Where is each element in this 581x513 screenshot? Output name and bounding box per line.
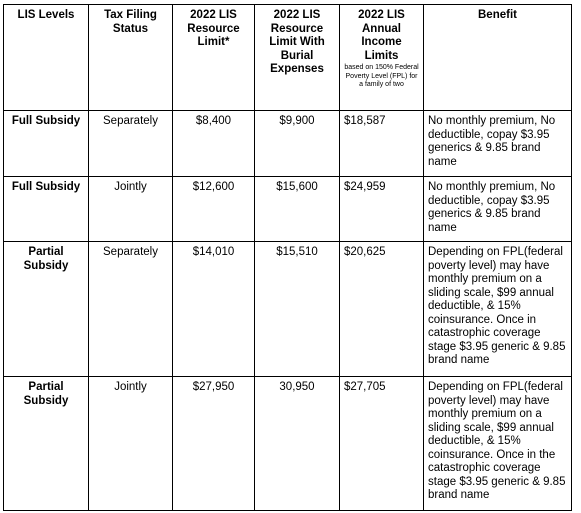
lis-level-cell: Partial Subsidy <box>4 377 89 511</box>
income-limit-cell: $20,625 <box>340 242 424 377</box>
header-annual-income-title: 2022 LIS Annual Income Limits <box>358 9 405 62</box>
lis-level-cell: Full Subsidy <box>4 177 89 242</box>
header-lis-levels: LIS Levels <box>4 5 89 111</box>
resource-limit-burial-cell: $15,600 <box>255 177 340 242</box>
header-tax-filing-status: Tax Filing Status <box>89 5 173 111</box>
resource-limit-cell: $27,950 <box>173 377 255 511</box>
income-limit-cell: $27,705 <box>340 377 424 511</box>
lis-levels-table <box>3 4 572 511</box>
benefit-cell: Depending on FPL(federal poverty level) may have monthly premium on a sliding scale, $99 annual deductible, & 15% coinsurance. Once in catastrophic coverage stage $3.95 generic & 9.85 brand name <box>424 242 572 377</box>
benefit-cell: No monthly premium, No deductible, copay $3.95 generics & 9.85 brand name <box>424 111 572 177</box>
table-row <box>4 177 572 242</box>
table-row <box>4 242 572 377</box>
tax-status-cell: Jointly <box>89 177 173 242</box>
income-limit-cell: $24,959 <box>340 177 424 242</box>
resource-limit-burial-cell: 30,950 <box>255 377 340 511</box>
tax-status-cell: Separately <box>89 111 173 177</box>
benefit-cell: No monthly premium, No deductible, copay $3.95 generics & 9.85 brand name <box>424 177 572 242</box>
resource-limit-burial-cell: $15,510 <box>255 242 340 377</box>
resource-limit-cell: $8,400 <box>173 111 255 177</box>
resource-limit-burial-cell: $9,900 <box>255 111 340 177</box>
lis-level-cell: Full Subsidy <box>4 111 89 177</box>
tax-status-cell: Jointly <box>89 377 173 511</box>
resource-limit-cell: $14,010 <box>173 242 255 377</box>
header-row <box>4 5 572 111</box>
lis-level-cell: Partial Subsidy <box>4 242 89 377</box>
table-row <box>4 377 572 511</box>
header-annual-income <box>340 5 424 111</box>
header-resource-limit: 2022 LIS Resource Limit* <box>173 5 255 111</box>
tax-status-cell: Separately <box>89 242 173 377</box>
resource-limit-cell: $12,600 <box>173 177 255 242</box>
header-annual-income-note: based on 150% Federal Poverty Level (FPL) for a family of two <box>344 64 419 88</box>
benefit-cell: Depending on FPL(federal poverty level) may have monthly premium on a sliding scale, $99 annual deductible, & 15% coinsurance. Once in the catastrophic coverage stage $3.95 generic & 9.85 brand name <box>424 377 572 511</box>
header-resource-limit-burial: 2022 LIS Resource Limit With Burial Expenses <box>255 5 340 111</box>
header-benefit: Benefit <box>424 5 572 111</box>
table-row <box>4 111 572 177</box>
income-limit-cell: $18,587 <box>340 111 424 177</box>
